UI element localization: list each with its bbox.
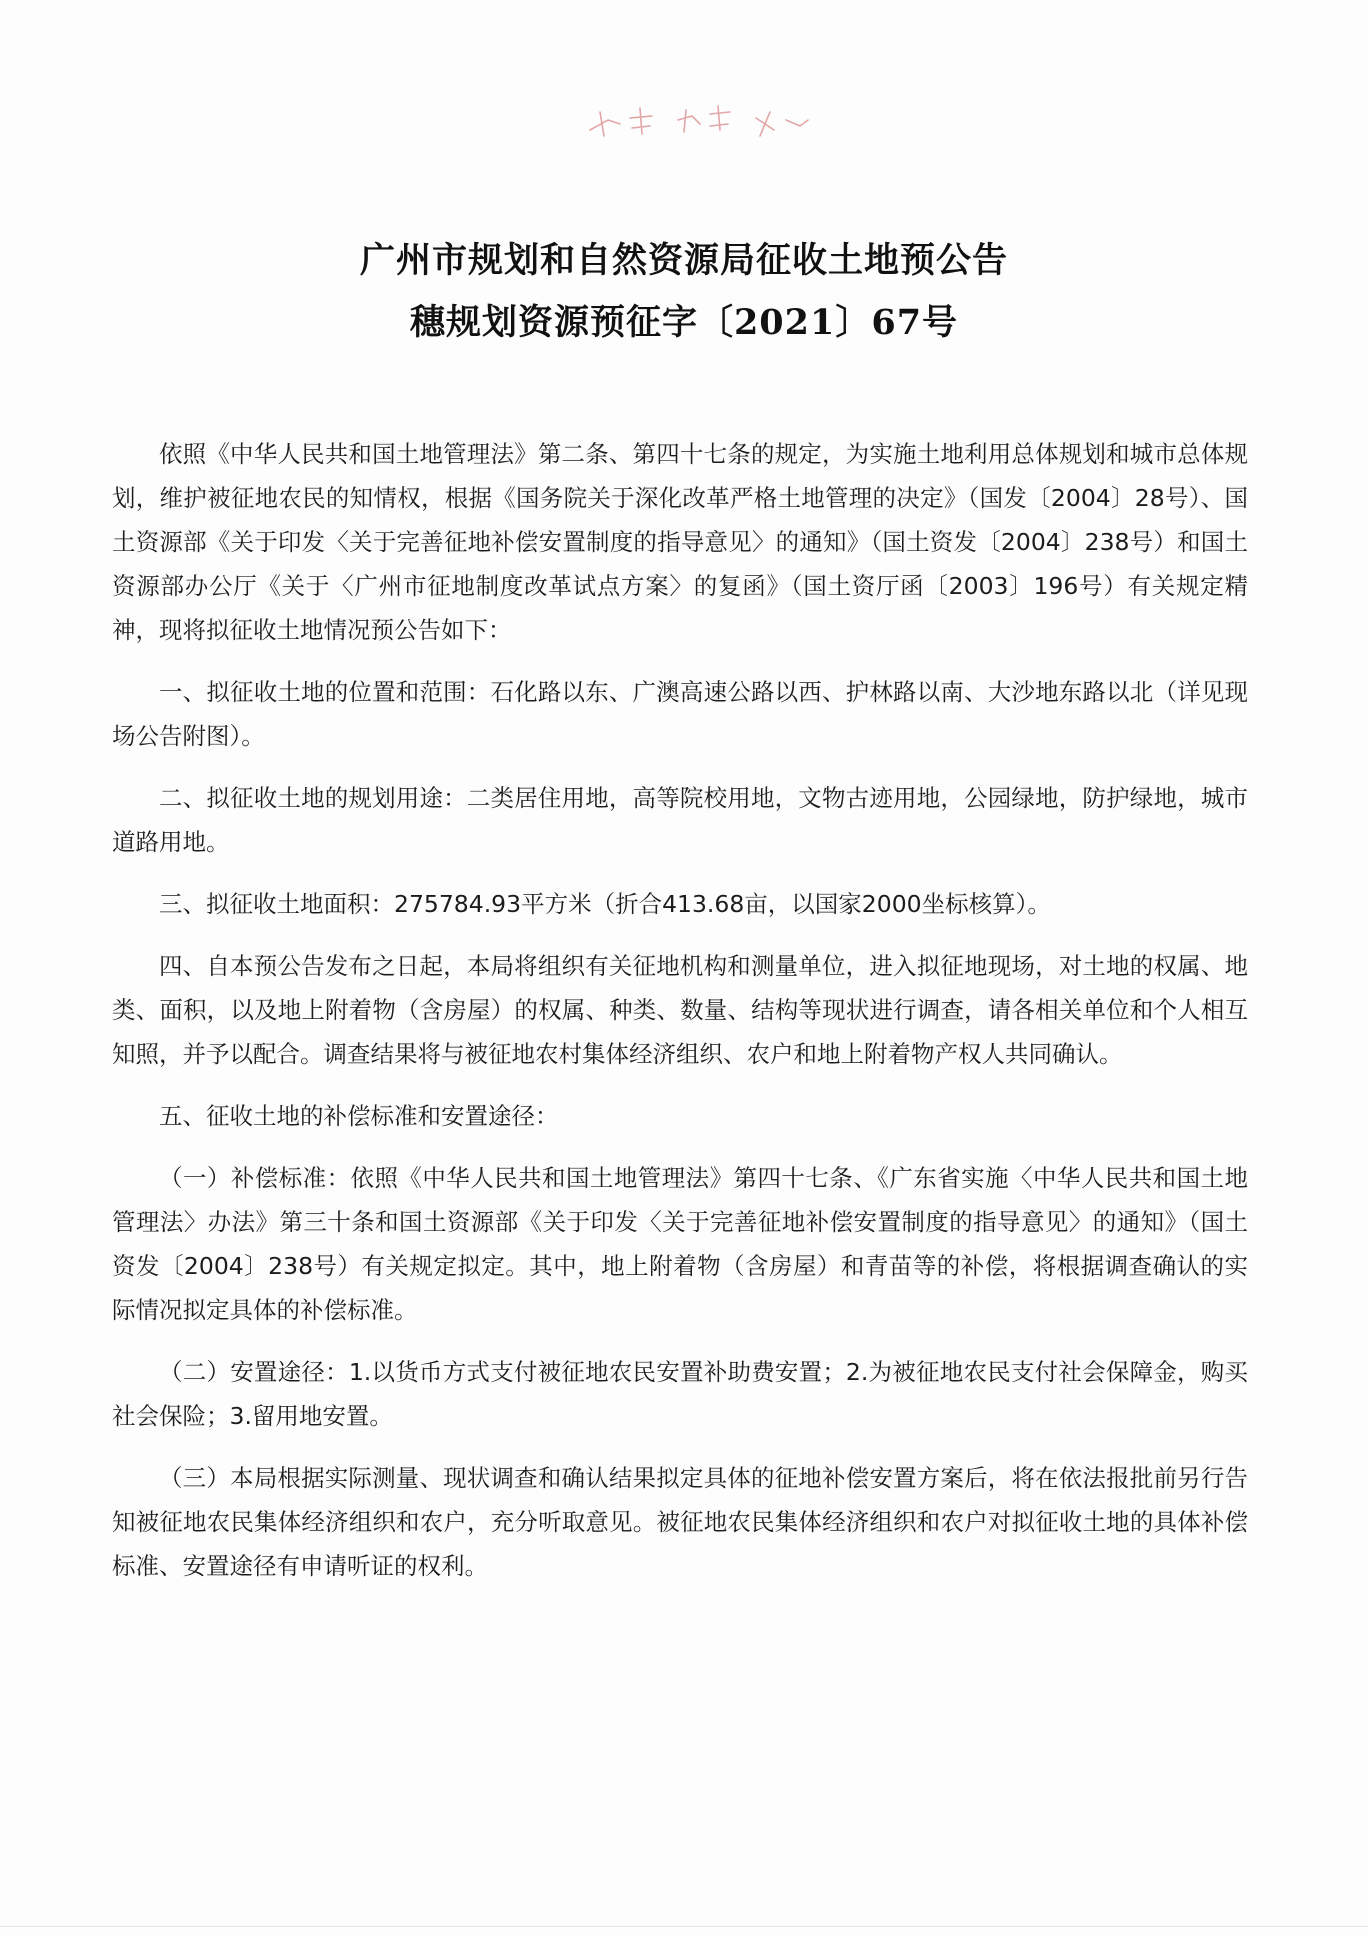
- document-body: [112, 432, 1248, 1606]
- paragraph-area: 三、拟征收土地面积：275784.93平方米（折合413.68亩，以国家2000坐标核算）。: [159, 890, 1051, 918]
- document-number: 穗规划资源预征字〔2021〕67号: [409, 302, 959, 343]
- page-bottom-edge: [0, 1926, 1368, 1927]
- paragraph-hearing-right: （三）本局根据实际测量、现状调查和确认结果拟定具体的征地补偿安置方案后，将在依法报批前另行告知被征地农民集体经济组织和农户，充分听取意见。被征地农民集体经济组织和农户对拟征收土地的具体补偿标准、安置途径有申请听证的权利。: [112, 1464, 1248, 1580]
- paragraph-survey: 四、自本预公告发布之日起，本局将组织有关征地机构和测量单位，进入拟征地现场，对土地的权属、地类、面积，以及地上附着物（含房屋）的权属、种类、数量、结构等现状进行调查，请各相关单位和个人相互知照，并予以配合。调查结果将与被征地农村集体经济组织、农户和地上附着物产权人共同确认。: [112, 952, 1248, 1068]
- title-block: [0, 230, 1368, 354]
- paragraph-location: 一、拟征收土地的位置和范围：石化路以东、广澳高速公路以西、护林路以南、大沙地东路以北（详见现场公告附图）。: [112, 678, 1248, 750]
- paragraph-preamble: 依照《中华人民共和国土地管理法》第二条、第四十七条的规定，为实施土地利用总体规划和城市总体规划，维护被征地农民的知情权，根据《国务院关于深化改革严格土地管理的决定》（国发〔2004〕28号）、国土资源部《关于印发〈关于完善征地补偿安置制度的指导意见〉的通知》（国土资发〔2004〕238号）和国土资源部办公厅《关于〈广州市征地制度改革试点方案〉的复函》（国土资厅函〔2003〕196号）有关规定精神，现将拟征收土地情况预公告如下：: [112, 440, 1248, 644]
- faint-stamp-icon: [560, 90, 840, 150]
- paragraph-compensation-standard: （一）补偿标准：依照《中华人民共和国土地管理法》第四十七条、《广东省实施〈中华人民共和国土地管理法〉办法》第三十条和国土资源部《关于印发〈关于完善征地补偿安置制度的指导意见〉的通知》（国土资发〔2004〕238号）有关规定拟定。其中，地上附着物（含房屋）和青苗等的补偿，将根据调查确认的实际情况拟定具体的补偿标准。: [112, 1164, 1248, 1324]
- paragraph-resettlement: （二）安置途径：1.以货币方式支付被征地农民安置补助费安置；2.为被征地农民支付社会保障金，购买社会保险；3.留用地安置。: [112, 1358, 1248, 1430]
- paragraph-compensation-heading: 五、征收土地的补偿标准和安置途径：: [159, 1102, 559, 1130]
- paragraph-land-use: 二、拟征收土地的规划用途：二类居住用地，高等院校用地，文物古迹用地，公园绿地，防护绿地，城市道路用地。: [112, 784, 1248, 856]
- document-title: 广州市规划和自然资源局征收土地预公告: [359, 240, 1008, 281]
